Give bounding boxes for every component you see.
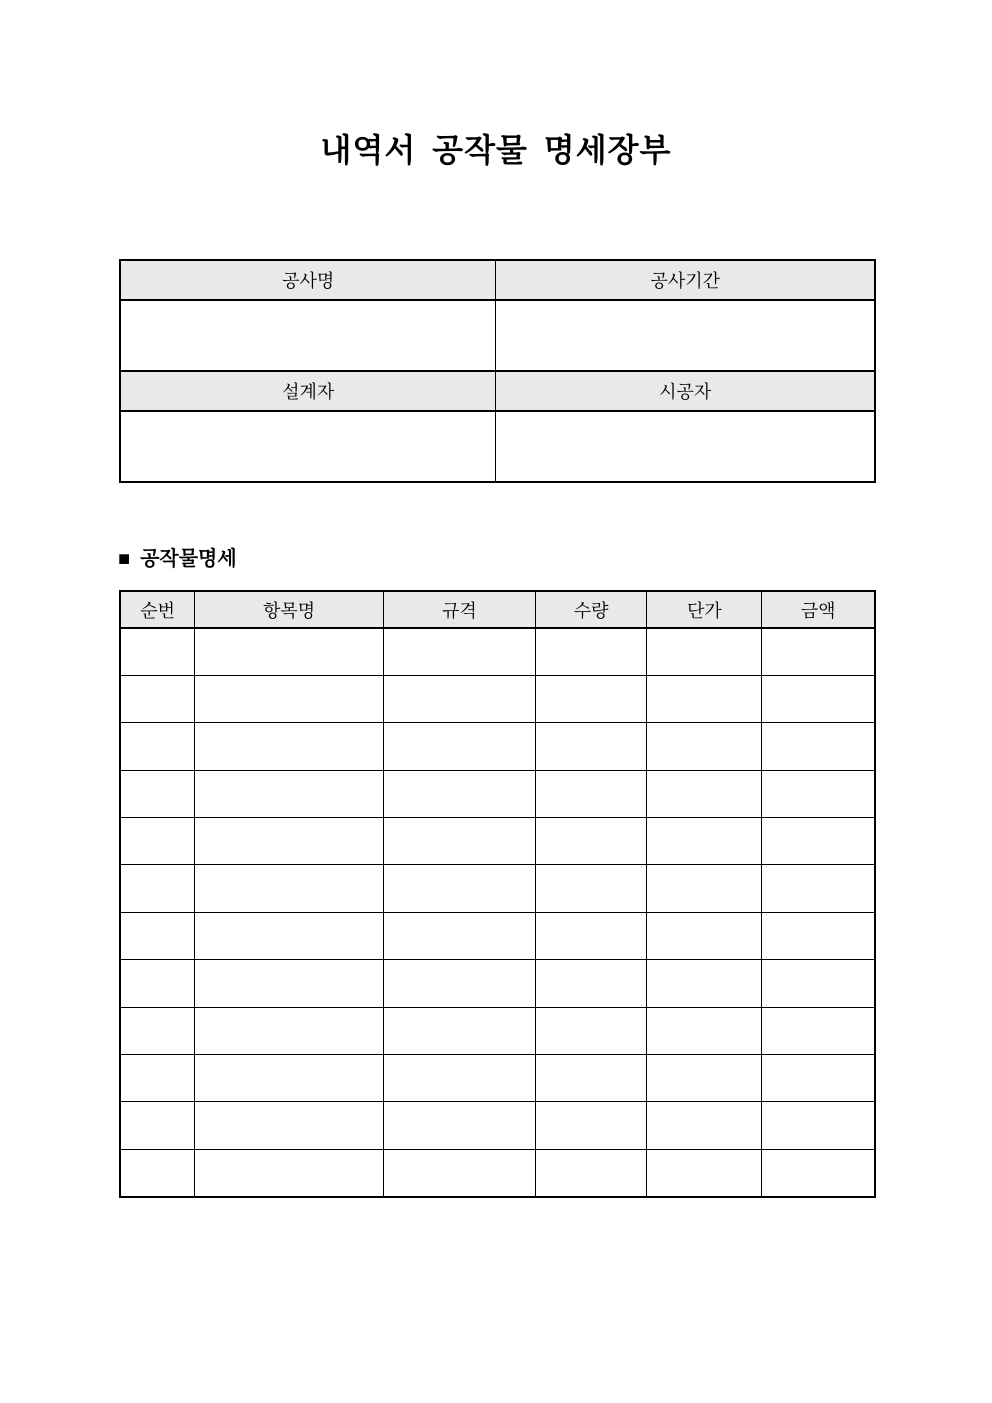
info-value-construction-period [496, 300, 875, 371]
section-header [118, 547, 237, 571]
detail-cell-empty [647, 1007, 762, 1054]
info-value-row-2 [120, 411, 875, 482]
detail-row [120, 723, 875, 770]
detail-cell-empty [535, 770, 647, 817]
info-value-construction-name [120, 300, 496, 371]
detail-cell-empty [383, 770, 535, 817]
info-value-designer [120, 411, 496, 482]
detail-cell-empty [647, 723, 762, 770]
detail-cell-empty [383, 1102, 535, 1149]
detail-cell-empty [120, 770, 195, 817]
detail-cell-empty [195, 723, 384, 770]
detail-cell-empty [535, 912, 647, 959]
detail-cell-empty [120, 1055, 195, 1102]
detail-cell-empty [535, 675, 647, 722]
info-header-row-1 [120, 260, 875, 300]
detail-cell-empty [535, 628, 647, 675]
detail-cell-empty [762, 818, 875, 865]
detail-cell-empty [535, 865, 647, 912]
detail-cell-empty [647, 818, 762, 865]
info-header-contractor: 시공자 [496, 371, 875, 411]
detail-cell-empty [195, 1102, 384, 1149]
detail-cell-empty [762, 912, 875, 959]
detail-row [120, 1102, 875, 1149]
detail-cell-empty [383, 1055, 535, 1102]
detail-cell-empty [195, 912, 384, 959]
detail-cell-empty [647, 1055, 762, 1102]
detail-cell-empty [762, 865, 875, 912]
detail-header-item-name: 항목명 [195, 591, 384, 628]
detail-row [120, 1055, 875, 1102]
section-label: 공작물명세 [140, 548, 237, 570]
detail-cell-empty [535, 723, 647, 770]
detail-cell-empty [120, 1007, 195, 1054]
detail-cell-empty [535, 818, 647, 865]
detail-header-spec: 규격 [383, 591, 535, 628]
detail-header-quantity: 수량 [535, 591, 647, 628]
detail-cell-empty [383, 1007, 535, 1054]
detail-cell-empty [195, 628, 384, 675]
info-header-construction-name: 공사명 [120, 260, 496, 300]
detail-cell-empty [120, 818, 195, 865]
detail-cell-empty [120, 865, 195, 912]
detail-cell-empty [647, 865, 762, 912]
detail-cell-empty [120, 960, 195, 1007]
detail-row [120, 960, 875, 1007]
detail-row [120, 818, 875, 865]
detail-cell-empty [647, 628, 762, 675]
detail-row [120, 912, 875, 959]
detail-cell-empty [762, 1007, 875, 1054]
detail-cell-empty [762, 1102, 875, 1149]
detail-cell-empty [195, 960, 384, 1007]
detail-cell-empty [535, 1149, 647, 1196]
detail-cell-empty [647, 675, 762, 722]
detail-cell-empty [120, 675, 195, 722]
detail-header-seq: 순번 [120, 591, 195, 628]
info-header-row-2 [120, 371, 875, 411]
detail-cell-empty [195, 865, 384, 912]
detail-row [120, 1007, 875, 1054]
detail-row [120, 770, 875, 817]
detail-cell-empty [120, 912, 195, 959]
detail-cell-empty [120, 723, 195, 770]
detail-cell-empty [762, 960, 875, 1007]
detail-row [120, 865, 875, 912]
detail-cell-empty [383, 912, 535, 959]
detail-table [119, 590, 876, 1198]
info-value-row-1 [120, 300, 875, 371]
detail-cell-empty [195, 818, 384, 865]
detail-cell-empty [535, 960, 647, 1007]
detail-cell-empty [383, 628, 535, 675]
detail-cell-empty [647, 1102, 762, 1149]
detail-cell-empty [647, 960, 762, 1007]
detail-row [120, 628, 875, 675]
detail-header-unit-price: 단가 [647, 591, 762, 628]
document-title: 내역서 공작물 명세장부 [320, 132, 672, 168]
detail-cell-empty [762, 770, 875, 817]
detail-row [120, 675, 875, 722]
detail-cell-empty [383, 723, 535, 770]
detail-cell-empty [383, 960, 535, 1007]
detail-cell-empty [383, 818, 535, 865]
detail-row [120, 1149, 875, 1196]
detail-table-body [120, 628, 875, 1197]
detail-cell-empty [120, 628, 195, 675]
detail-cell-empty [647, 912, 762, 959]
detail-cell-empty [762, 723, 875, 770]
detail-cell-empty [383, 675, 535, 722]
info-value-contractor [496, 411, 875, 482]
detail-cell-empty [762, 1055, 875, 1102]
detail-cell-empty [647, 1149, 762, 1196]
detail-cell-empty [762, 1149, 875, 1196]
detail-header-amount: 금액 [762, 591, 875, 628]
detail-cell-empty [535, 1055, 647, 1102]
detail-cell-empty [120, 1149, 195, 1196]
detail-cell-empty [195, 770, 384, 817]
black-square-icon: ■ [118, 548, 131, 570]
detail-cell-empty [383, 1149, 535, 1196]
detail-cell-empty [535, 1007, 647, 1054]
detail-cell-empty [383, 865, 535, 912]
detail-cell-empty [120, 1102, 195, 1149]
info-table [119, 259, 876, 483]
detail-cell-empty [195, 675, 384, 722]
detail-cell-empty [762, 675, 875, 722]
detail-header-row [120, 591, 875, 628]
detail-cell-empty [195, 1007, 384, 1054]
detail-cell-empty [762, 628, 875, 675]
info-header-designer: 설계자 [120, 371, 496, 411]
detail-cell-empty [535, 1102, 647, 1149]
info-header-construction-period: 공사기간 [496, 260, 875, 300]
detail-cell-empty [647, 770, 762, 817]
detail-cell-empty [195, 1055, 384, 1102]
detail-cell-empty [195, 1149, 384, 1196]
